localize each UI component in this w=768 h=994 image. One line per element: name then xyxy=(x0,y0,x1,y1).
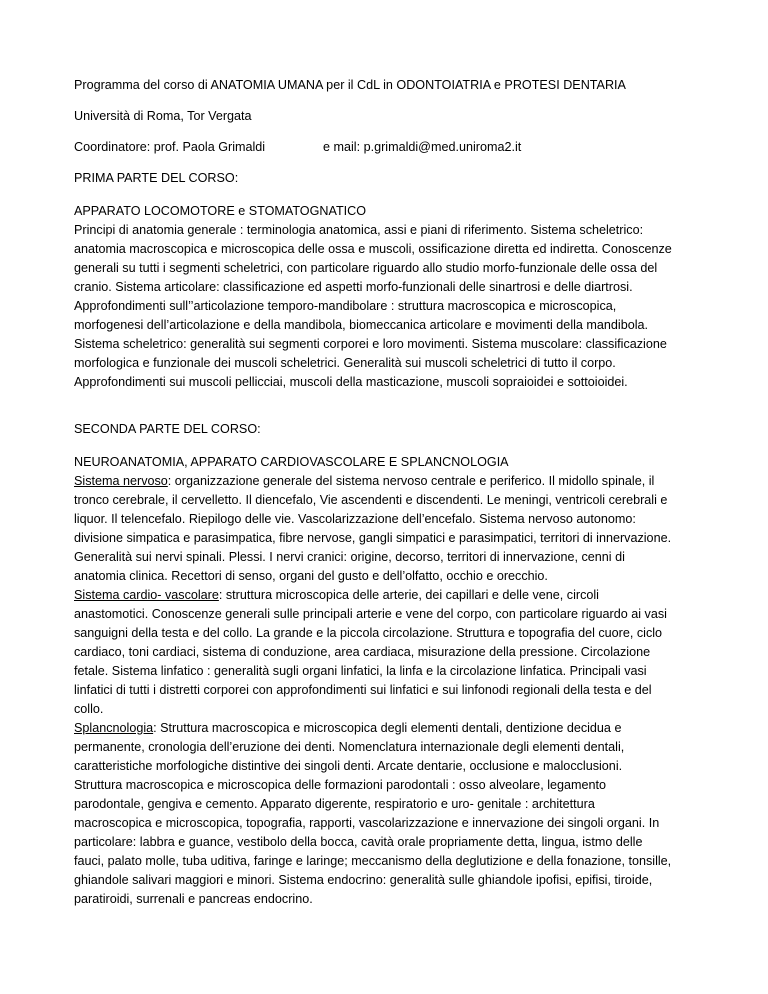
section-first-text: : struttura microscopica delle arterie, dei capillari e delle vene, circoli xyxy=(218,588,599,602)
section-first-text: : organizzazione generale del sistema nervoso centrale e periferico. Il midollo spinale, il xyxy=(167,474,655,488)
part1-line: morfogenesi dell’articolazione e della mandibola, biomeccanica articolare e movimenti della mandibola. xyxy=(74,318,649,332)
section-line: paratiroidi, surrenali e pancreas endocrino. xyxy=(74,892,313,906)
section-first-line xyxy=(74,472,706,491)
section-line: ghiandole salivari maggiori e minori. Sistema endocrino: generalità sulle ghiandole ipofisi, epifisi, tiroide, xyxy=(74,873,653,887)
document-title: Programma del corso di ANATOMIA UMANA per il CdL in ODONTOIATRIA e PROTESI DENTARIA xyxy=(74,78,626,92)
section-first-line xyxy=(74,719,706,738)
part1-line: Principi di anatomia generale : terminologia anatomica, assi e piani di riferimento. Sistema scheletrico: xyxy=(74,223,644,237)
part1-line: anatomia macroscopica e microscopica delle ossa e muscoli, ossificazione diretta ed indiretta. Conoscenze xyxy=(74,242,672,256)
section-line: collo. xyxy=(74,702,104,716)
document-page xyxy=(74,76,706,909)
splancnologia-label: Splancnologia xyxy=(74,721,154,735)
part1-line: morfologica e funzionale dei muscoli scheletrici. Generalità sui muscoli scheletrici di tutto il corpo. xyxy=(74,356,616,370)
section-line: Generalità sui nervi spinali. Plessi. I nervi cranici: origine, decorso, territori di innervazione, cenni di xyxy=(74,550,625,564)
sistema-cardiovascolare-label: Sistema cardio- vascolare xyxy=(74,588,219,602)
section-line: cardiaco, toni cardiaci, sistema di conduzione, area cardiaca, misurazione della pressione. Circolazione xyxy=(74,645,651,659)
section-line: liquor. Il telencefalo. Riepilogo delle vie. Vascolarizzazione dell’encefalo. Sistema nervoso autonomo: xyxy=(74,512,636,526)
university-name: Università di Roma, Tor Vergata xyxy=(74,109,252,123)
section-line: Struttura macroscopica e microscopica delle formazioni parodontali : osso alveolare, legamento xyxy=(74,778,606,792)
part1-line: Approfondimenti sui muscoli pellicciai, muscoli della masticazione, muscoli sopraioidei e sottoioidei. xyxy=(74,375,628,389)
sistema-cardiovascolare-section xyxy=(74,586,706,719)
section-line: macroscopica e microscopica, topografia, rapporti, vascolarizzazione e innervazione dei singoli organi. In xyxy=(74,816,660,830)
part2-heading: SECONDA PARTE DEL CORSO: xyxy=(74,422,261,436)
section-line: anastomotici. Conoscenze generali sulle principali arterie e vene del corpo, con particolare riguardo ai vasi xyxy=(74,607,667,621)
section-line: fauci, palato molle, tuba uditiva, faringe e laringe; meccanismo della deglutizione e della fonazione, tonsille, xyxy=(74,854,672,868)
section-first-text: : Struttura macroscopica e microscopica degli elementi dentali, dentizione decidua e xyxy=(153,721,622,735)
part1-paragraph xyxy=(74,221,706,392)
section-line: parodontale, gengiva e cemento. Apparato digerente, respiratorio e uro- genitale : architettura xyxy=(74,797,595,811)
part1-line: Approfondimenti sull’’articolazione temporo-mandibolare : struttura macroscopica e microscopica, xyxy=(74,299,617,313)
coordinator-name: Coordinatore: prof. Paola Grimaldi xyxy=(74,140,266,154)
section-line: fetale. Sistema linfatico : generalità sugli organi linfatici, la linfa e la circolazione linfatica. Principali vasi xyxy=(74,664,647,678)
section-line: divisione simpatica e parasimpatica, fibre nervose, gangli simpatici e parasimpatici, territori di innervazione. xyxy=(74,531,672,545)
section-line: anatomia clinica. Recettori di senso, organi del gusto e dell’olfatto, occhio e orecchio. xyxy=(74,569,548,583)
sistema-nervoso-section xyxy=(74,472,706,586)
sistema-nervoso-label: Sistema nervoso xyxy=(74,474,168,488)
part1-line: cranio. Sistema articolare: classificazione ed aspetti morfo-funzionali delle sinartrosi e delle diartrosi. xyxy=(74,280,633,294)
part1-heading: PRIMA PARTE DEL CORSO: xyxy=(74,171,239,185)
section-line: tronco cerebrale, il cervelletto. Il diencefalo, Vie ascendenti e discendenti. Le meningi, ventricoli cerebrali e xyxy=(74,493,668,507)
section-line: particolare: labbra e guance, vestibolo della bocca, cavità orale propriamente detta, lingua, istmo delle xyxy=(74,835,643,849)
part2-subheading: NEUROANATOMIA, APPARATO CARDIOVASCOLARE E SPLANCNOLOGIA xyxy=(74,455,509,469)
section-first-line xyxy=(74,586,706,605)
section-line: caratteristiche morfologiche distintive dei singoli denti. Arcate dentarie, occlusione e malocclusioni. xyxy=(74,759,623,773)
part1-line: generali su tutti i segmenti scheletrici, con particolare riguardo allo studio morfo-funzionale delle ossa del xyxy=(74,261,658,275)
section-line: permanente, cronologia dell’eruzione dei denti. Nomenclatura internazionale degli elementi dentali, xyxy=(74,740,625,754)
coordinator-email: e mail: p.grimaldi@med.uniroma2.it xyxy=(323,140,522,154)
coordinator-row xyxy=(74,138,706,157)
part1-subheading: APPARATO LOCOMOTORE e STOMATOGNATICO xyxy=(74,204,367,218)
part1-line: Sistema scheletrico: generalità sui segmenti corporei e loro movimenti. Sistema muscolare: classificazione xyxy=(74,337,667,351)
section-line: linfatici di tutti i distretti corporei con approfondimenti sui linfatici e sui linfonodi regionali della testa e del xyxy=(74,683,652,697)
section-line: sanguigni della testa e del collo. La grande e la piccola circolazione. Struttura e topografia del cuore, ciclo xyxy=(74,626,663,640)
splancnologia-section xyxy=(74,719,706,909)
